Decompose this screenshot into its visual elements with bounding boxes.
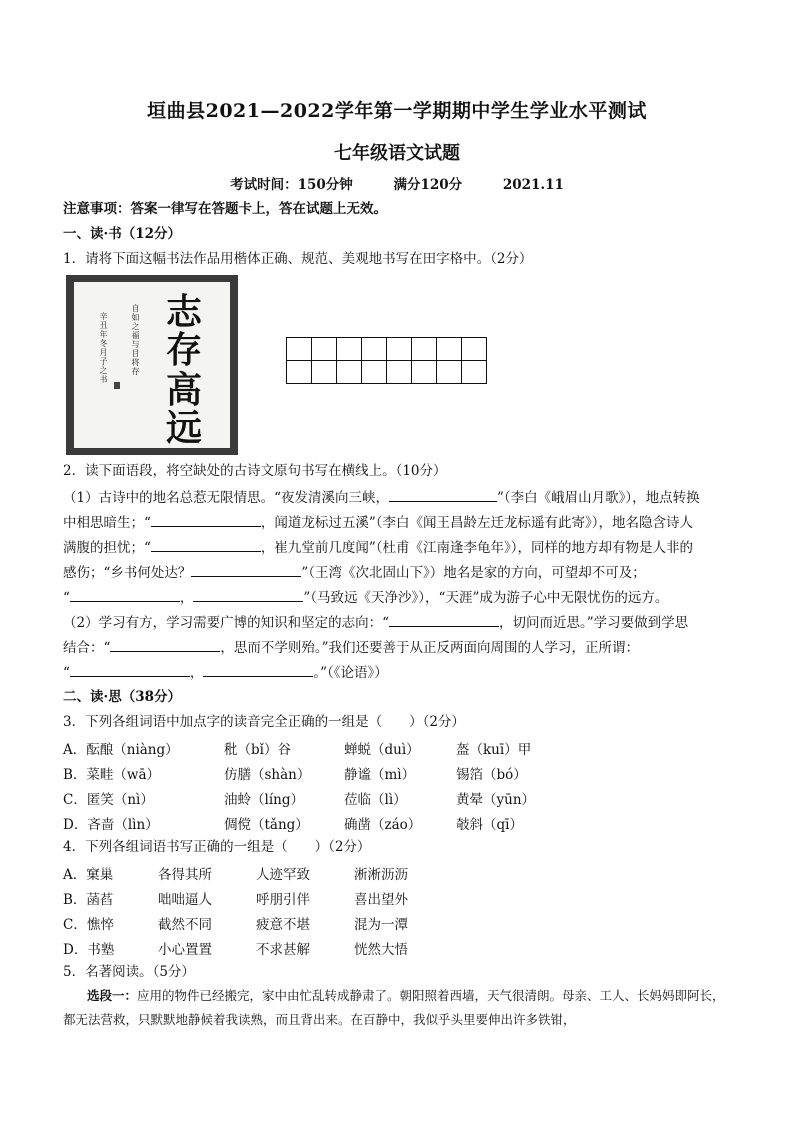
q4-option-word: 小心置置 bbox=[158, 942, 212, 958]
answer-blank[interactable] bbox=[389, 613, 499, 627]
answer-blank[interactable] bbox=[193, 588, 303, 602]
q2-text: 感伤；“乡书何处达？ bbox=[63, 565, 192, 581]
q4-option-word: 截然不同 bbox=[158, 917, 212, 933]
grid-cell[interactable] bbox=[286, 360, 312, 384]
answer-blank[interactable] bbox=[203, 663, 313, 677]
calligraphy-inscription: 辛丑年冬月子之书 bbox=[99, 312, 108, 384]
grid-cell[interactable] bbox=[311, 337, 337, 361]
q2-text: 。”（《论语》） bbox=[313, 665, 388, 681]
grid-cell[interactable] bbox=[411, 337, 437, 361]
q2-text: 结合：“ bbox=[63, 640, 111, 656]
exam-subtitle: 七年级语文试题 bbox=[334, 143, 460, 164]
q3-option-word: 仿膳（shàn） bbox=[224, 767, 311, 783]
grid-cell[interactable] bbox=[461, 337, 487, 361]
q2-text: “ bbox=[63, 665, 70, 681]
q4-option-word: 呼朋引伴 bbox=[256, 892, 310, 908]
q2-text: ，闻道龙标过五溪”（李白《闻王昌龄左迁龙标遥有此寄》），地名隐含诗人 bbox=[260, 515, 694, 531]
section2-heading: 二、读·思（38分） bbox=[63, 689, 181, 705]
answer-blank[interactable] bbox=[389, 488, 497, 502]
q2-text: ，崔九堂前几度闻”（杜甫《江南逢李龟年》），同样的地方却有物是人非的 bbox=[260, 540, 694, 556]
section1-heading: 一、读·书（12分） bbox=[63, 226, 181, 242]
grid-cell[interactable] bbox=[386, 337, 412, 361]
q4-option-b[interactable]: B．菡萏 bbox=[63, 892, 114, 908]
question-2: 2．读下面语段，将空缺处的古诗文原句书写在横线上。（10分） bbox=[63, 463, 447, 479]
q4-option-word: 喜出望外 bbox=[354, 892, 408, 908]
q3-option-word: 蝉蜕（duì） bbox=[344, 742, 420, 758]
q2-line-8 bbox=[63, 663, 743, 682]
reading-passage bbox=[63, 984, 733, 1032]
question-5: 5．名著阅读。（5分） bbox=[63, 964, 195, 980]
q2-line-3 bbox=[63, 538, 743, 557]
q2-line-7 bbox=[63, 638, 743, 657]
calligraphy-char: 高 bbox=[165, 369, 202, 411]
q2-line-4 bbox=[63, 563, 743, 582]
q2-text: 满腹的担忧；“ bbox=[63, 540, 151, 556]
q2-line-1 bbox=[63, 488, 743, 507]
full-score: 满分120分 bbox=[393, 177, 463, 193]
q2-text: ， bbox=[189, 665, 204, 681]
grid-cell[interactable] bbox=[386, 360, 412, 384]
calligraphy-artwork bbox=[66, 275, 238, 455]
exam-time: 考试时间：150分钟 bbox=[230, 177, 353, 193]
q3-option-word: 静谧（mì） bbox=[344, 767, 416, 783]
exam-meta bbox=[0, 173, 794, 193]
q3-option-d[interactable]: D．吝啬（lìn） bbox=[63, 817, 159, 833]
answer-blank[interactable] bbox=[151, 513, 261, 527]
question-3: 3．下列各组词语中加点字的读音完全正确的一组是（ ）（2分） bbox=[63, 714, 465, 730]
q3-option-word: 莅临（lì） bbox=[344, 792, 407, 808]
q2-text: ”（马致远《天净沙》），“天涯”成为游子心中无限忧伤的远方。 bbox=[303, 590, 669, 606]
calligraphy-char: 存 bbox=[165, 329, 202, 371]
q2-text: （1）古诗中的地名总惹无限情思。“夜发清溪向三峡， bbox=[63, 490, 389, 506]
exam-title: 垣曲县2021—2022学年第一学期期中学生学业水平测试 bbox=[147, 100, 647, 122]
q3-option-word: 秕（bǐ）谷 bbox=[224, 742, 291, 758]
seal-stamp bbox=[114, 382, 120, 389]
q4-option-a[interactable]: A．窠巢 bbox=[63, 867, 114, 883]
q2-text: ， bbox=[179, 590, 194, 606]
grid-cell[interactable] bbox=[361, 337, 387, 361]
passage-label: 选段一： bbox=[87, 988, 138, 1003]
q3-option-word: 锡箔（bó） bbox=[456, 767, 527, 783]
q3-option-a[interactable]: A．酝酿（niàng） bbox=[63, 742, 179, 758]
q4-option-word: 疲意不堪 bbox=[256, 917, 310, 933]
tianzige-grid-top bbox=[286, 337, 487, 361]
q2-text: （2）学习有方，学习需要广博的知识和坚定的志向：“ bbox=[63, 615, 389, 631]
grid-cell[interactable] bbox=[361, 360, 387, 384]
q4-option-word: 不求甚解 bbox=[256, 942, 310, 958]
grid-cell[interactable] bbox=[436, 360, 462, 384]
answer-blank[interactable] bbox=[151, 538, 261, 552]
grid-cell[interactable] bbox=[411, 360, 437, 384]
q2-text: ”（王湾《次北固山下》）地名是家的方向，可望却不可及； bbox=[301, 565, 646, 581]
q2-text: ”（李白《峨眉山月歌》），地点转换 bbox=[497, 490, 700, 506]
q3-option-word: 盔（kuī）甲 bbox=[456, 742, 532, 758]
q4-option-word: 咄咄逼人 bbox=[158, 892, 212, 908]
q3-option-word: 倜傥（tǎng） bbox=[224, 817, 309, 833]
q4-option-word: 淅淅沥沥 bbox=[354, 867, 408, 883]
q2-line-2 bbox=[63, 513, 743, 532]
calligraphy-inscription: 自如之福与目将存 bbox=[131, 304, 140, 376]
grid-cell[interactable] bbox=[461, 360, 487, 384]
q4-option-c[interactable]: C．憔悴 bbox=[63, 917, 114, 933]
grid-cell[interactable] bbox=[336, 360, 362, 384]
calligraphy-paper bbox=[74, 282, 230, 448]
notice: 注意事项：答案一律写在答题卡上，答在试题上无效。 bbox=[63, 201, 387, 217]
q2-text: ，思而不学则殆。”我们还要善于从正反两面向周围的人学习，正所谓： bbox=[220, 640, 640, 656]
q2-line-5 bbox=[63, 588, 743, 607]
q4-option-word: 恍然大悟 bbox=[354, 942, 408, 958]
q4-option-word: 混为一潭 bbox=[354, 917, 408, 933]
q2-line-6 bbox=[63, 613, 743, 632]
q3-option-word: 黄晕（yūn） bbox=[456, 792, 536, 808]
grid-cell[interactable] bbox=[336, 337, 362, 361]
passage-text: 应用的物件已经搬完，家中由忙乱转成静肃了。朝阳照着西墙，天气很清朗。母亲、工人、长妈妈即阿长，都无法营救，只默默地静候着我读熟，而且背出来。在百静中，我似乎头里要伸出许多铁钳， bbox=[63, 988, 725, 1027]
q2-text: ，切问而近思。”学习要做到学思 bbox=[499, 615, 689, 631]
calligraphy-char: 远 bbox=[165, 407, 202, 449]
answer-blank[interactable] bbox=[70, 663, 190, 677]
q4-option-word: 各得其所 bbox=[158, 867, 212, 883]
grid-cell[interactable] bbox=[311, 360, 337, 384]
q3-option-b[interactable]: B．菜畦（wā） bbox=[63, 767, 161, 783]
grid-cell[interactable] bbox=[286, 337, 312, 361]
q2-text: 中相思暗生；“ bbox=[63, 515, 151, 531]
question-4: 4．下列各组词语书写正确的一组是（ ）（2分） bbox=[63, 839, 371, 855]
q3-option-word: 油蛉（líng） bbox=[224, 792, 304, 808]
answer-blank[interactable] bbox=[70, 588, 180, 602]
grid-cell[interactable] bbox=[436, 337, 462, 361]
exam-date: 2021.11 bbox=[502, 177, 564, 193]
q4-option-word: 人迹罕致 bbox=[256, 867, 310, 883]
answer-blank[interactable] bbox=[191, 563, 301, 577]
calligraphy-char: 志 bbox=[165, 291, 202, 333]
answer-blank[interactable] bbox=[110, 638, 220, 652]
tianzige-grid-bottom bbox=[286, 360, 487, 384]
q3-option-word: 攲斜（qī） bbox=[456, 817, 523, 833]
q4-option-d[interactable]: D．书塾 bbox=[63, 942, 115, 958]
q3-option-word: 确凿（záo） bbox=[344, 817, 422, 833]
question-1: 1．请将下面这幅书法作品用楷体正确、规范、美观地书写在田字格中。（2分） bbox=[63, 251, 533, 267]
q2-text: “ bbox=[63, 590, 70, 606]
q3-option-c[interactable]: C．匿笑（nì） bbox=[63, 792, 154, 808]
